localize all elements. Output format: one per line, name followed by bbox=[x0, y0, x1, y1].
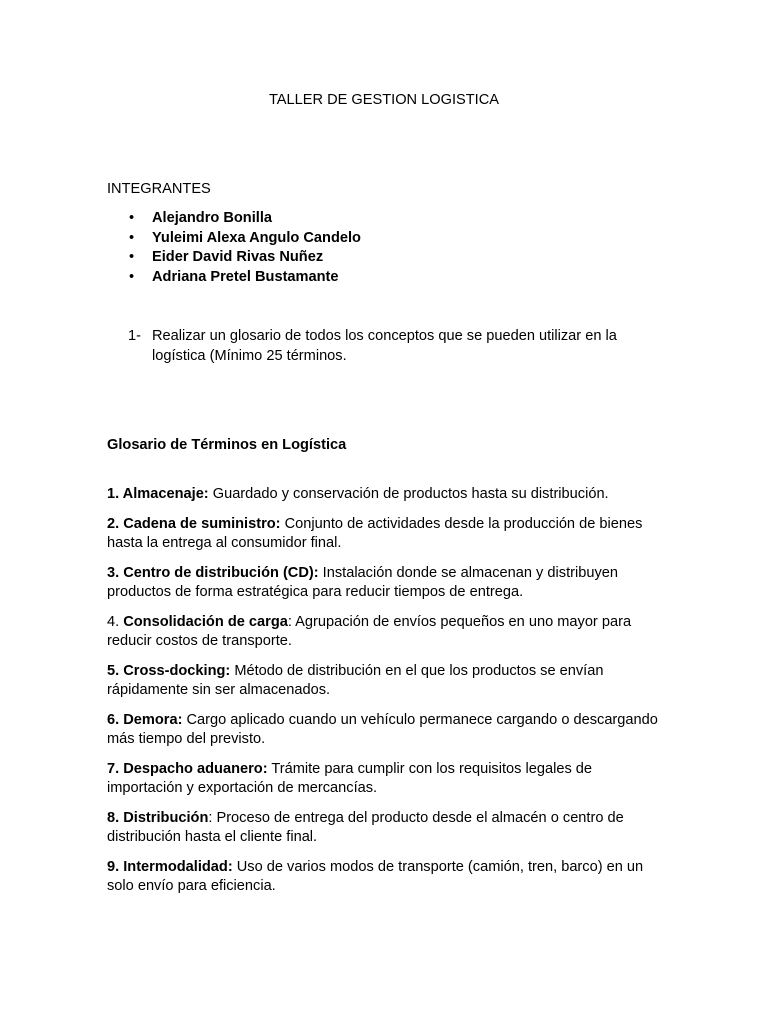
entry-definition: Guardado y conservación de productos hasta su distribución. bbox=[208, 486, 609, 502]
entry-number: 3. bbox=[107, 564, 120, 581]
entry-term: Consolidación de carga bbox=[119, 613, 288, 630]
entry-term: Almacenaje: bbox=[119, 486, 209, 502]
bullet-icon: • bbox=[129, 268, 135, 285]
entry-number: 4. bbox=[107, 613, 120, 630]
member-name: Eider David Rivas Nuñez bbox=[152, 249, 324, 265]
glossary-entry bbox=[107, 564, 667, 603]
glossary-entry bbox=[107, 662, 667, 701]
entry-term: Distribución bbox=[119, 809, 209, 826]
entry-term: Centro de distribución (CD): bbox=[119, 564, 319, 581]
member-item bbox=[107, 248, 361, 268]
task-item bbox=[128, 327, 648, 366]
member-name: Adriana Pretel Bustamante bbox=[152, 268, 339, 285]
entry-definition: Instalación donde se almacenan y distribuyen productos de forma estratégica para reducir tiempos de entrega. bbox=[107, 564, 618, 600]
entry-term: Demora: bbox=[119, 711, 183, 728]
entry-number: 8. bbox=[107, 809, 120, 826]
glossary-entry bbox=[107, 711, 667, 750]
integrantes-heading: INTEGRANTES bbox=[107, 181, 211, 197]
entry-term: Despacho aduanero: bbox=[119, 760, 268, 777]
entry-definition: Conjunto de actividades desde la producción de bienes hasta la entrega al consumidor final. bbox=[107, 515, 643, 551]
glossary-entry bbox=[107, 858, 667, 897]
glossary-entry bbox=[107, 613, 667, 652]
entry-definition: Uso de varios modos de transporte (camión, tren, barco) en un solo envío para eficiencia. bbox=[107, 858, 644, 894]
entry-number: 7. bbox=[107, 760, 120, 777]
entry-definition: : Agrupación de envíos pequeños en uno mayor para reducir costos de transporte. bbox=[107, 613, 632, 649]
document-title: TALLER DE GESTION LOGISTICA bbox=[268, 92, 500, 108]
bullet-icon: • bbox=[129, 229, 135, 246]
glossary-heading: Glosario de Términos en Logística bbox=[107, 437, 347, 453]
glossary-entry bbox=[107, 485, 667, 505]
entry-number: 6. bbox=[107, 711, 120, 728]
entry-definition: : Proceso de entrega del producto desde el almacén o centro de distribución hasta el cliente final. bbox=[107, 809, 624, 845]
entry-number: 9. bbox=[107, 858, 120, 875]
entry-definition: Método de distribución en el que los productos se envían rápidamente sin ser almacenados. bbox=[107, 662, 604, 698]
entry-number: 5. bbox=[107, 662, 120, 679]
entry-number: 2. bbox=[107, 515, 120, 532]
glossary-list bbox=[107, 485, 667, 907]
glossary-entry bbox=[107, 760, 667, 799]
bullet-icon: • bbox=[129, 210, 135, 226]
task-text: Realizar un glosario de todos los conceptos que se pueden utilizar en la logística (Mínimo 25 términos. bbox=[152, 328, 617, 364]
entry-definition: Cargo aplicado cuando un vehículo permanece cargando o descargando más tiempo del previsto. bbox=[107, 711, 658, 747]
member-name: Alejandro Bonilla bbox=[152, 210, 273, 226]
member-name: Yuleimi Alexa Angulo Candelo bbox=[152, 229, 361, 246]
entry-term: Cross-docking: bbox=[119, 662, 231, 679]
member-item bbox=[107, 229, 361, 249]
entry-term: Cadena de suministro: bbox=[119, 515, 281, 532]
glossary-entry bbox=[107, 809, 667, 848]
members-list bbox=[107, 209, 361, 287]
entry-number: 1. bbox=[107, 486, 120, 502]
member-item bbox=[107, 209, 361, 229]
entry-definition: Trámite para cumplir con los requisitos legales de importación y exportación de mercancías. bbox=[107, 760, 593, 796]
bullet-icon: • bbox=[129, 249, 135, 265]
member-item bbox=[107, 268, 361, 288]
task-number: 1- bbox=[128, 328, 141, 344]
entry-term: Intermodalidad: bbox=[119, 858, 233, 875]
glossary-entry bbox=[107, 515, 667, 554]
